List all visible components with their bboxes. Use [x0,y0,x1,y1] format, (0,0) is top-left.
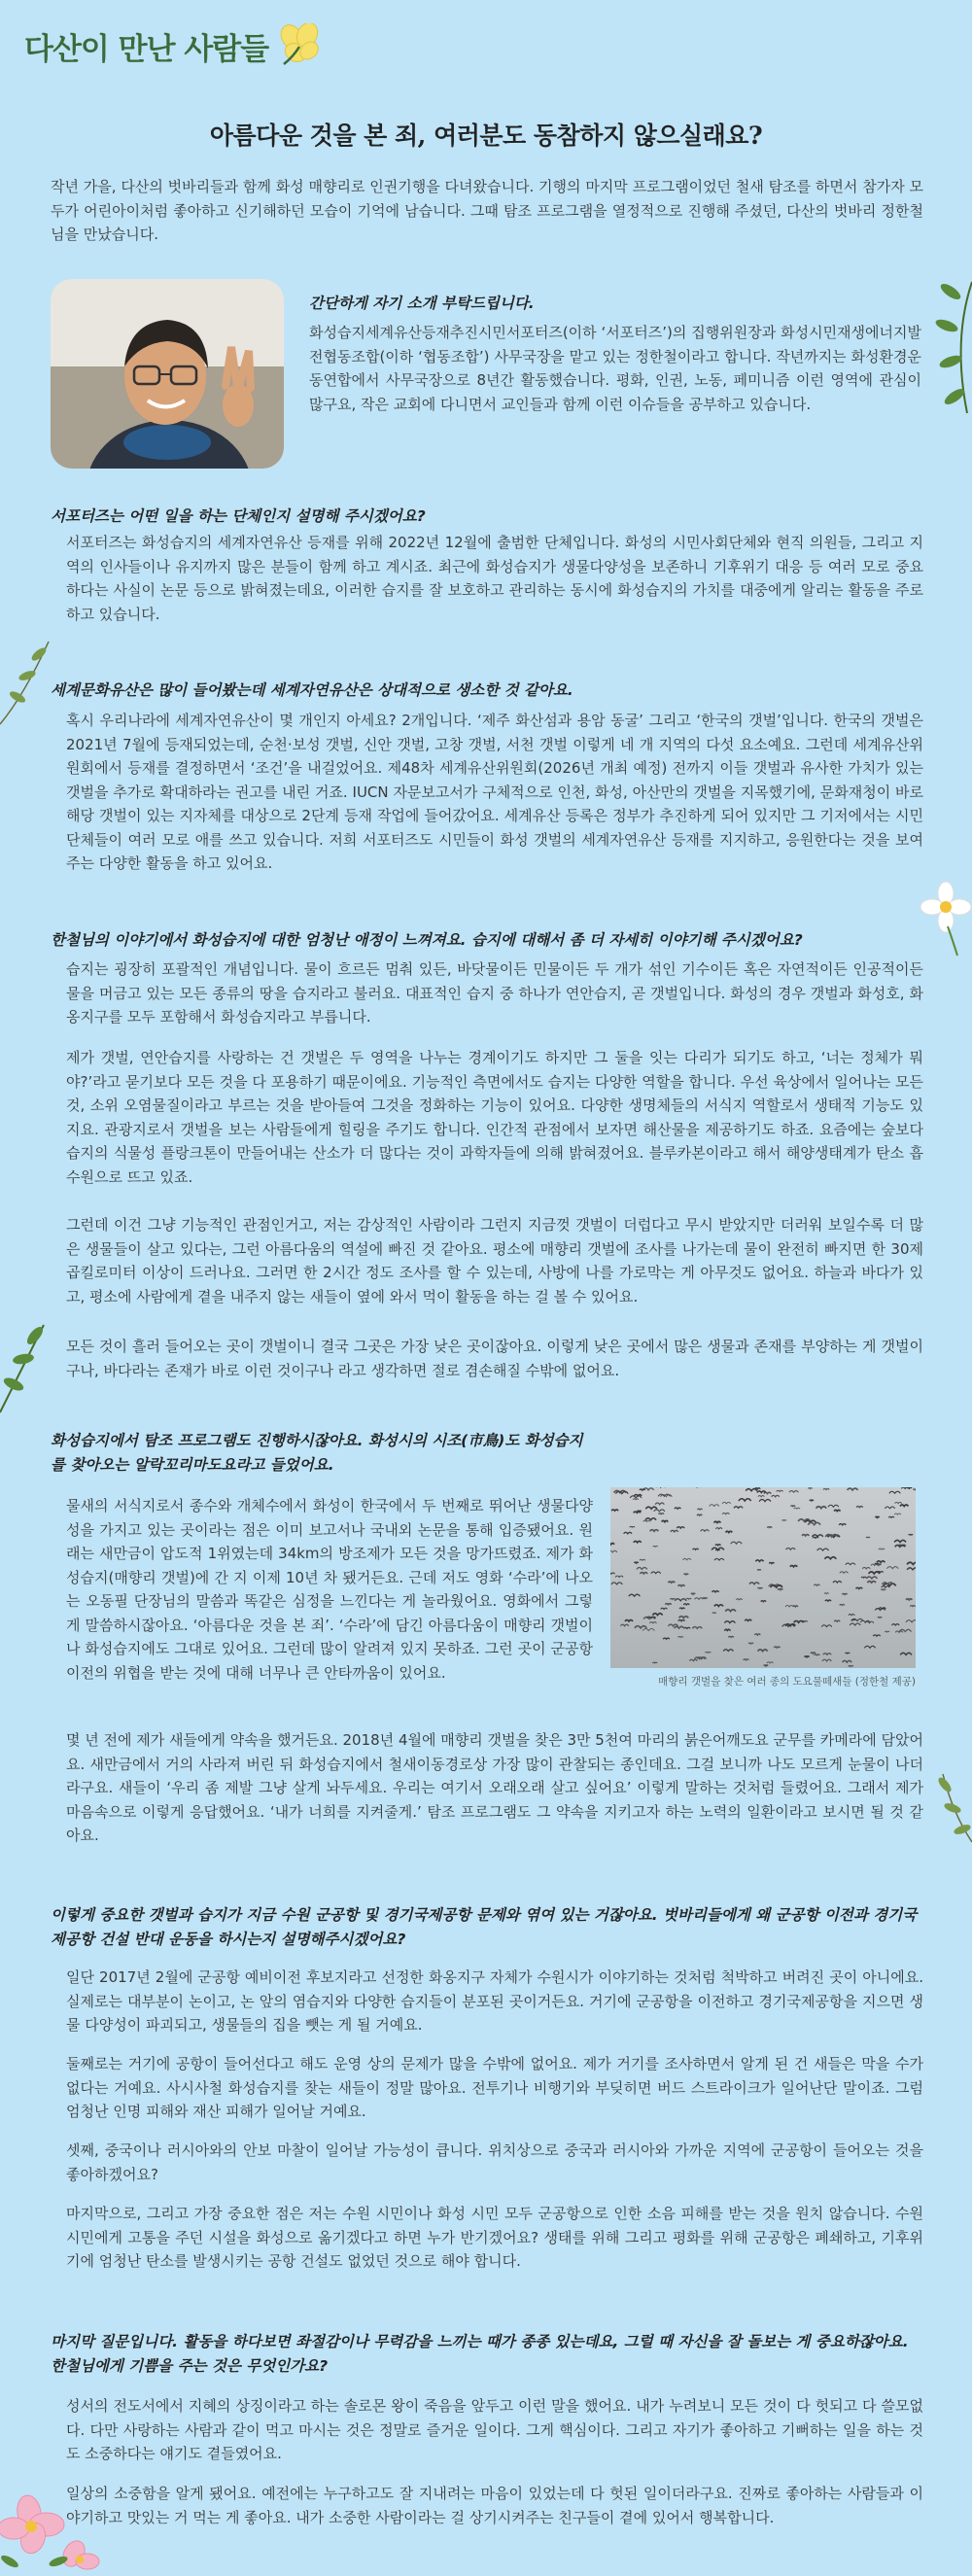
answer-joy-1: 성서의 전도서에서 지혜의 상징이라고 하는 솔로몬 왕이 죽음을 앞두고 이런 말을 했어요. 내가 누려보니 모든 것이 다 헛되고 다 쓸모없다. 다만 사랑하는 사람과 같이 먹고 마시는 것은 정말로 즐거운 일이다. 그게 핵심이다. 그리고 자기가 좋아하고 기뻐하는 일을 하는 것도 소중하다는 얘기도 곁들였어요. [66,2397,923,2462]
answer-wetlands-4: 모든 것이 흘러 들어오는 곳이 갯벌이니 결국 그곳은 가장 낮은 곳이잖아요. 이렇게 낮은 곳에서 많은 생물과 존재를 부양하는 게 갯벌이구나, 바다라는 존재가 바로 이런 것이구나 라고 생각하면 절로 겸손해질 수밖에 없어요. [66,1338,923,1379]
leaf-sprig-icon [0,637,53,729]
brand-logo [24,23,327,68]
leaf-sprig-icon-2 [923,1769,972,1847]
question-supporters: 서포터즈는 어떤 일을 하는 단체인지 설명해 주시겠어요? [51,507,426,525]
answer-airport-4: 마지막으로, 그리고 가장 중요한 점은 저는 수원 시민이나 화성 시민 모두 군공항으로 인한 소음 피해를 받는 것을 원치 않습니다. 수원 시민에게 고통을 주던 시설을 화성으로 옮기겠다고 하면 누가 반기겠어요? 생태를 위해 그리고 평화를 위해 군공항은 폐쇄하고, 기후위기에 엄청난 탄소를 발생시키는 공항 건설도 없었던 것으로 해야 합니다. [66,2205,923,2270]
answer-wetlands-2: 제가 갯벌, 연안습지를 사랑하는 건 갯벌은 두 영역을 나누는 경계이기도 하지만 그 둘을 잇는 다리가 되기도 하고, ‘너는 정체가 뭐야?’라고 묻기보다 모든 것을 다 포용하기 때문이에요. 기능적인 측면에서도 습지는 다양한 역할을 합니다. 우선 육상에서 일어나는 모든 것, 소위 오염물질이라고 부르는 것을 받아들여 그것을 정화하는 기능이 있어요. 다양한 생명체들의 서식지 역할로서 생태적 기능도 있지요. 관광지로서 갯벌을 보는 사람들에게 힐링을 주기도 합니다. 인간적 관점에서 보자면 해산물을 제공하기도 하죠. 요즘에는 숲보다 습지의 식물성 플랑크톤이 만들어내는 산소가 더 많다는 것이 과학자들에 의해 밝혀졌어요. 블루카본이라고 해서 해양생태계가 탄소 흡수원으로 뜨고 있죠. [66,1049,923,1186]
leaf-branch-icon-2 [0,1320,53,1417]
intro-paragraph: 작년 가을, 다산의 벗바리들과 함께 화성 매향리로 인권기행을 다녀왔습니다. 기행의 마지막 프로그램이었던 철새 탐조를 하면서 참가자 모두가 어린아이처럼 좋아하고 신기해하던 모습이 기억에 남습니다. 그때 탐조 프로그램을 열정적으로 진행해 주셨던, 다산의 벗바리 정한철 님을 만났습니다. [51,178,923,243]
answer-airport-2: 둘째로는 거기에 공항이 들어선다고 해도 운영 상의 문제가 많을 수밖에 없어요. 제가 거기를 조사하면서 알게 된 건 새들은 막을 수가 없다는 거예요. 사시사철 화성습지를 찾는 새들이 정말 많아요. 전투기나 비행기와 부딪히면 버드 스트라이크가 일어난단 말이죠. 그럼 엄청난 인명 피해와 재산 피해가 일어날 거예요. [66,2055,923,2120]
pink-flower-icon [0,2484,107,2576]
page-title: 아름다운 것을 본 죄, 여러분도 동참하지 않으실래요? [209,121,763,150]
answer-natural-heritage: 혹시 우리나라에 세계자연유산이 몇 개인지 아세요? 2개입니다. ‘제주 화산섬과 용암 동굴’ 그리고 ‘한국의 갯벌’입니다. 한국의 갯벌은 2021년 7월에 등재되었는데, 순천·보성 갯벌, 신안 갯벌, 고창 갯벌, 서천 갯벌 이렇게 네 개 지역의 다섯 요소예요. 그런데 세계유산위원회에서 등재를 결정하면서 ‘조건’을 내걸었어요. 제48차 세계유산위원회(2026년 개최 예정) 전까지 이들 갯벌과 유사한 가치가 있는 갯벌을 추가로 확대하라는 권고를 내린 거죠. IUCN 자문보고서가 구체적으로 인천, 화성, 아산만의 갯벌을 지목했기에, 문화재청이 바로 해당 갯벌이 있는 지자체를 대상으로 2단계 등재 작업에 들어갔어요. 세계유산 등록은 정부가 추진하게 되어 있지만 그 기저에서는 시민단체들이 여러 모로 애를 쓰고 있습니다. 저희 서포터즈도 시민들이 화성 갯벌의 세계자연유산 등재를 지지하고, 응원한다는 것을 보여주는 다양한 활동을 하고 있어요. [66,712,923,872]
brand-title: 다산이 만난 사람들 [24,31,269,67]
answer-supporters: 서포터즈는 화성습지의 세계자연유산 등재를 위해 2022년 12월에 출범한 단체입니다. 화성의 시민사회단체와 현직 의원들, 그리고 지역의 인사들이나 유지까지 많은 분들이 함께 하고 계시죠. 최근에 화성습지가 생물다양성을 보존하니 기후위기 대응 등 여러 모로 중요하다는 사실이 논문 등으로 밝혀졌는데요, 이러한 습지를 잘 보호하고 관리하는 동시에 화성습지의 가치를 대중에게 알리는 활동을 주로 하고 있습니다. [66,534,923,623]
answer-birdwatching-1: 물새의 서식지로서 종수와 개체수에서 화성이 한국에서 두 번째로 뛰어난 생물다양성을 가지고 있는 곳이라는 점은 이미 보고서나 국내외 논문을 통해 입증됐어요. 원래는 새만금이 압도적 1위였는데 34km의 방조제가 모든 것을 망가뜨렸죠. 제가 화성습지(매향리 갯벌)에 간 지 이제 10년 차 됐거든요. 근데 저도 영화 ‘수라’에 나오는 오동필 단장님의 말씀과 똑같은 심정을 느낀다는 게 놀라웠어요. 영화에서 그렇게 말씀하시잖아요. ‘아름다운 것을 본 죄’. ‘수라’에 담긴 아름다움이 매향리 갯벌이나 화성습지에도 그대로 있어요. 그런데 많이 알려져 있지 못하죠. 그런 곳이 군공항 이전의 위협을 받는 것에 대해 너무나 큰 안타까움이 있어요. [66,1497,593,1682]
answer-airport-3: 셋째, 중국이나 러시아와의 안보 마찰이 일어날 가능성이 큽니다. 위치상으로 중국과 러시아와 가까운 지역에 군공항이 들어오는 것을 좋아하겠어요? [66,2141,923,2183]
question-wetlands: 한철님의 이야기에서 화성습지에 대한 엄청난 애정이 느껴져요. 습지에 대해서 좀 더 자세히 이야기해 주시겠어요? [51,931,803,949]
question-self-intro: 간단하게 자기 소개 부탁드립니다. [309,295,535,312]
answer-birdwatching-2: 몇 년 전에 제가 새들에게 약속을 했거든요. 2018년 4월에 매향리 갯벌을 찾은 3만 5천여 마리의 붉은어깨도요 군무를 카메라에 담았어요. 새만금에서 거의 사라져 버린 뒤 화성습지에서 철새이동경로상 가장 많이 관찰되는 종인데요. 그걸 보니까 나도 모르게 눈물이 나더라구요. 새들이 ‘우리 좀 제발 그냥 살게 놔두세요. 우리는 여기서 오래오래 살고 싶어요’ 이렇게 말하는 것처럼 들렸어요. 그래서 제가 마음속으로 이렇게 응답했어요. ‘내가 너희를 지켜줄게.’ 탐조 프로그램도 그 약속을 지키고자 하는 노력의 일환이라고 보시면 될 것 같아요. [66,1731,923,1844]
question-joy: 마지막 질문입니다. 활동을 하다보면 좌절감이나 무력감을 느끼는 때가 종종 있는데요, 그럴 때 자신을 잘 돌보는 게 중요하잖아요. 한철님에게 기쁨을 주는 것은 무엇인가요? [51,2333,909,2375]
white-flower-icon [919,880,972,957]
answer-self-intro: 화성습지세계유산등재추진시민서포터즈(이하 ‘서포터즈’)의 집행위원장과 화성시민재생에너지발전협동조합(이하 ‘협동조합’) 사무국장을 맡고 있는 정한철이라고 합니다. 작년까지는 화성환경운동연합에서 사무국장으로 8년간 활동했습니다. 평화, 인권, 노동, 페미니즘 이런 영역에 관심이 많구요, 작은 교회에 다니면서 교인들과 함께 이런 이슈들을 공부하고 있습니다. [309,324,921,413]
answer-wetlands-3: 그런데 이건 그냥 기능적인 관점인거고, 저는 감상적인 사람이라 그런지 지금껏 갯벌이 더럽다고 무시 받았지만 더러워 보일수록 더 많은 생물들이 살고 있다는, 그런 아름다움의 역설에 빠진 것 같아요. 평소에 매향리 갯벌에 조사를 나가는데 물이 완전히 빠지면 한 30제곱킬로미터 이상이 드러나요. 그러면 한 2시간 정도 조사를 할 수 있는데, 사방에 나를 가로막는 게 아무것도 없어요. 하늘과 바다가 있고, 평소에 사람에게 곁을 내주지 않는 새들이 옆에 와서 먹이 활동을 하는 걸 볼 수 있어요. [66,1216,923,1305]
answer-airport-1: 일단 2017년 2월에 군공항 예비이전 후보지라고 선정한 화옹지구 자체가 수원시가 이야기하는 것처럼 척박하고 버려진 곳이 아니에요. 실제로는 대부분이 논이고, 논 앞의 염습지와 다양한 습지들이 분포된 곳이거든요. 거기에 군공항을 이전하고 경기국제공항을 지으면 생물 다양성이 파괴되고, 생물들의 집을 뺏는 게 될 거예요. [66,1968,923,2034]
question-birdwatching: 화성습지에서 탐조 프로그램도 진행하시잖아요. 화성시의 시조(市鳥)도 화성습지를 찾아오는 알락꼬리마도요라고 들었어요. [51,1432,583,1474]
question-airport: 이렇게 중요한 갯벌과 습지가 지금 수원 군공항 및 경기국제공항 문제와 엮여 있는 거잖아요. 벗바리들에게 왜 군공항 이전과 경기국제공항 건설 반대 운동을 하시는지 설명해주시겠어요? [51,1906,918,1948]
interviewee-portrait [51,279,284,469]
answer-wetlands-1: 습지는 굉장히 포괄적인 개념입니다. 물이 흐르든 멈춰 있든, 바닷물이든 민물이든 두 개가 섞인 기수이든 혹은 자연적이든 인공적이든 물을 머금고 있는 모든 종류의 땅을 습지라고 불러요. 대표적인 습지 중 하나가 연안습지, 곧 갯벌입니다. 화성의 경우 갯벌과 화성호, 화옹지구를 모두 포함해서 화성습지라고 부릅니다. [66,960,923,1026]
question-natural-heritage: 세계문화유산은 많이 들어봤는데 세계자연유산은 상대적으로 생소한 것 같아요. [51,681,573,699]
shorebirds-photo [610,1487,916,1668]
leaf-branch-icon [923,272,972,418]
answer-joy-2: 일상의 소중함을 알게 됐어요. 예전에는 누구하고도 잘 지내려는 마음이 있었는데 다 헛된 일이더라구요. 진짜로 좋아하는 사람들과 이야기하고 맛있는 거 먹는 게 좋아요. 내가 소중한 사람이라는 걸 상기시켜주는 친구들이 곁에 있어서 행복합니다. [66,2485,923,2526]
photo-caption: 매향리 갯벌을 찾은 여러 종의 도요물떼새들 (정한철 제공) [658,1676,916,1688]
yellow-flower-icon [274,23,327,68]
